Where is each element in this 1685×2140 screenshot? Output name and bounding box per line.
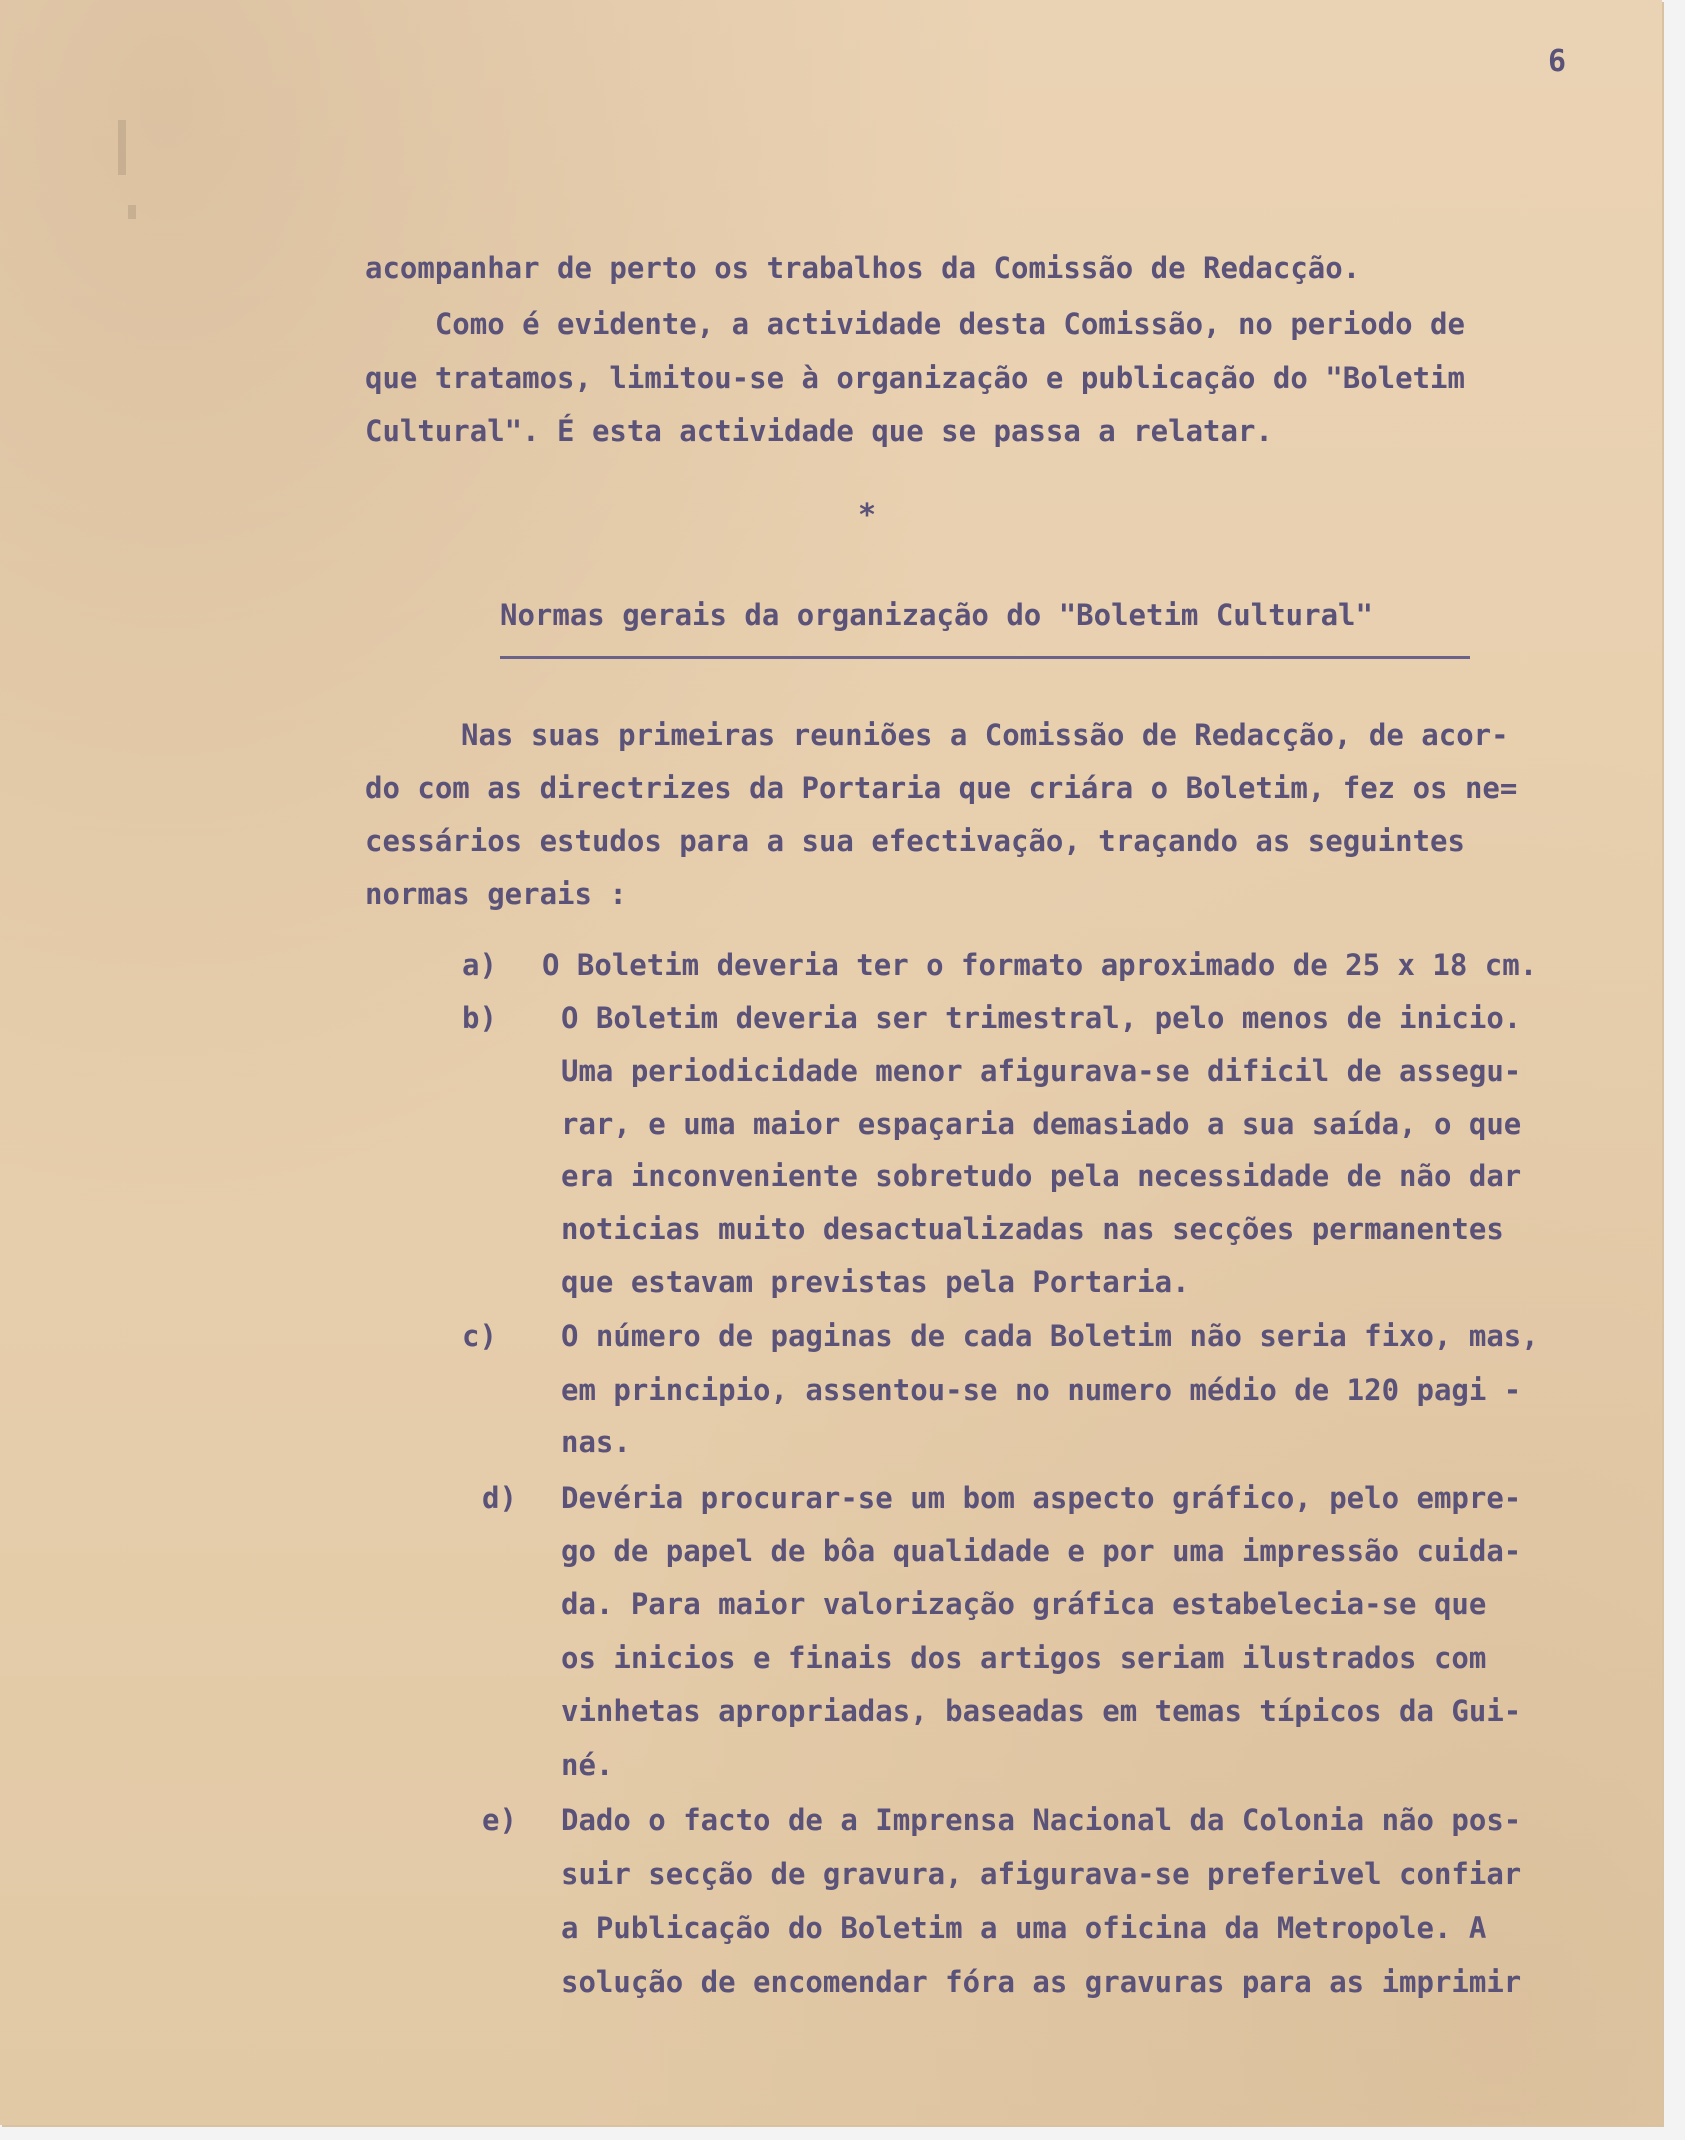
- text-line: acompanhar de perto os trabalhos da Comissão de Redacção.: [365, 251, 1361, 285]
- list-item-text: go de papel de bôa qualidade e por uma impressão cuida-: [561, 1534, 1522, 1568]
- list-item-text: nas.: [561, 1425, 631, 1459]
- list-item-text: era inconveniente sobretudo pela necessidade de não dar: [561, 1159, 1522, 1193]
- list-item-text: Uma periodicidade menor afigurava-se dificil de assegu-: [561, 1054, 1522, 1088]
- list-item-label: e): [482, 1803, 517, 1837]
- list-item-text: O Boletim deveria ser trimestral, pelo menos de inicio.: [561, 1001, 1522, 1035]
- heading-underline: [500, 656, 1470, 659]
- text-line: Nas suas primeiras reuniões a Comissão de Redacção, de acor-: [461, 718, 1509, 752]
- list-item-text: né.: [561, 1748, 614, 1782]
- list-item-text: noticias muito desactualizadas nas secções permanentes: [561, 1212, 1504, 1246]
- list-item-text: da. Para maior valorização gráfica estabelecia-se que: [561, 1587, 1487, 1621]
- page-corner-mark: [128, 205, 136, 219]
- list-item-label: c): [462, 1319, 497, 1353]
- list-item-label: a): [462, 948, 497, 982]
- list-item-text: rar, e uma maior espaçaria demasiado a sua saída, o que: [561, 1107, 1522, 1141]
- text-line: Cultural". É esta actividade que se passa a relatar.: [365, 414, 1273, 448]
- list-item-text: em principio, assentou-se no numero médio de 120 pagi -: [561, 1373, 1522, 1407]
- list-item-text: Devéria procurar-se um bom aspecto gráfico, pelo empre-: [561, 1481, 1522, 1515]
- list-item-text: a Publicação do Boletim a uma oficina da Metropole. A: [561, 1911, 1487, 1945]
- list-item-label: d): [482, 1481, 517, 1515]
- text-line: Como é evidente, a actividade desta Comissão, no periodo de: [365, 307, 1465, 341]
- list-item-text: que estavam previstas pela Portaria.: [561, 1265, 1190, 1299]
- list-item-text: Dado o facto de a Imprensa Nacional da Colonia não pos-: [561, 1803, 1522, 1837]
- list-item-text: solução de encomendar fóra as gravuras para as imprimir: [561, 1965, 1522, 1999]
- text-line: cessários estudos para a sua efectivação, traçando as seguintes: [365, 824, 1465, 858]
- text-line: que tratamos, limitou-se à organização e publicação do "Boletim: [365, 361, 1465, 395]
- list-item-label: b): [462, 1001, 497, 1035]
- list-item-text: O Boletim deveria ter o formato aproximado de 25 x 18 cm.: [542, 948, 1538, 982]
- list-item-text: os inicios e finais dos artigos seriam ilustrados com: [561, 1641, 1487, 1675]
- page-number: 6: [1548, 44, 1567, 79]
- list-item-text: suir secção de gravura, afigurava-se preferivel confiar: [561, 1857, 1522, 1891]
- section-separator: *: [858, 498, 877, 533]
- list-item-text: vinhetas apropriadas, baseadas em temas típicos da Gui-: [561, 1694, 1522, 1728]
- section-heading: Normas gerais da organização do "Boletim Cultural": [500, 598, 1373, 632]
- page-corner-mark: [118, 120, 126, 175]
- text-line: do com as directrizes da Portaria que criára o Boletim, fez os ne=: [365, 771, 1518, 805]
- text-line: normas gerais :: [365, 877, 627, 911]
- list-item-text: O número de paginas de cada Boletim não seria fixo, mas,: [561, 1319, 1539, 1353]
